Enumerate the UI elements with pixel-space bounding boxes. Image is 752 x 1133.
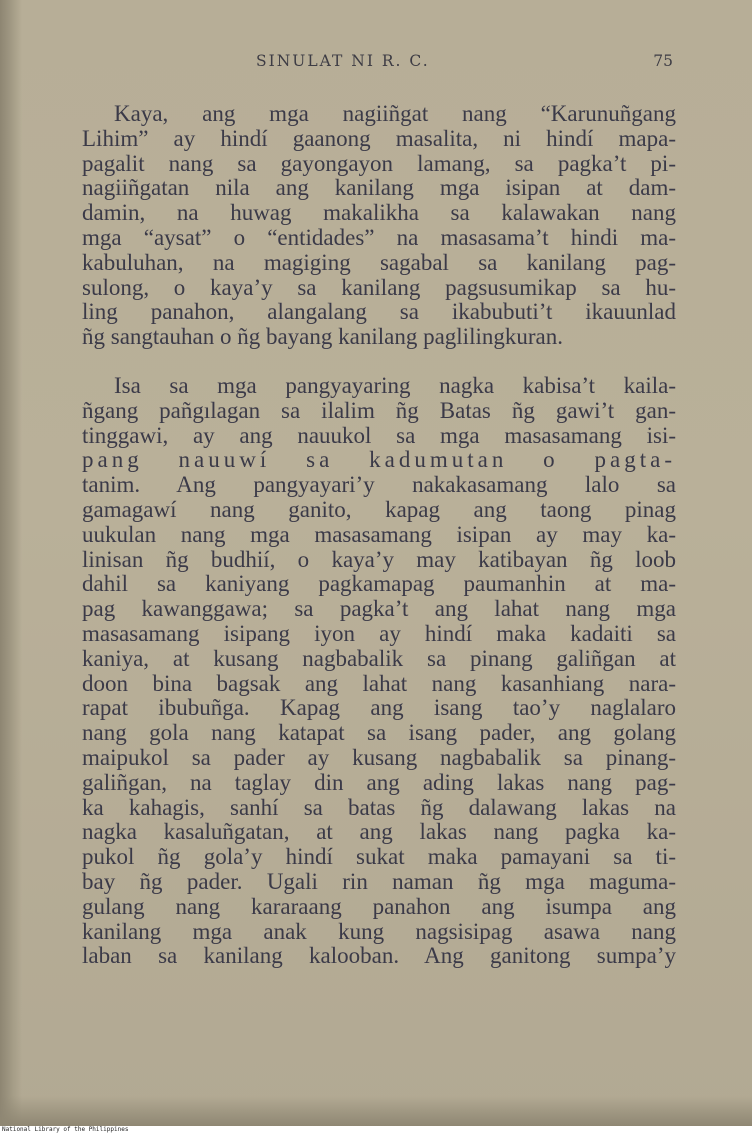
text-line: ñg sangtauhan o ñg bayang kanilang paglilingkuran. [82,324,563,350]
text-line: nang gola nang katapat sa isang pader, ang golang [82,720,676,746]
text-line: dahil sa kaniyang pagkamapag paumanhin at ma- [82,571,676,597]
text-line: ka kahagis, sanhí sa batas ñg dalawang lakas na [82,794,676,820]
text-line: tanim. Ang pangyayari’y nakakasamang lalo sa [82,472,676,498]
paragraph-1 [82,102,676,350]
text-line: linisan ñg budhií, o kaya’y may katibayan ñg loob [82,546,676,572]
text-line: doon bina bagsak ang lahat nang kasanhiang nara- [82,670,676,696]
text-line: uukulan nang mga masasamang isipan ay may ka- [82,521,676,547]
text-line: rapat ibubuñga. Kapag ang isang tao’y naglalaro [82,695,676,721]
text-line: mga “aysat” o “entidades” na masasama’t hindi ma- [82,224,676,250]
page-header [0,52,752,76]
text-line: pukol ñg gola’y hindí sukat maka pamayani sa ti- [82,844,676,870]
text-line: pang nauuwí sa kadumutan o pagta- [82,447,676,473]
text-line: sulong, o kaya’y sa kanilang pagsusumikap sa hu- [82,274,676,300]
text-line: ling panahon, alangalang sa ikabubuti’t ikauunlad [82,299,676,325]
text-line: laban sa kanilang kalooban. Ang ganitong sumpa’y [82,943,676,969]
text-line: tinggawi, ay ang nauukol sa mga masasamang isi- [82,422,676,448]
text-line: masasamang isipang iyon ay hindí maka kadaiti sa [82,620,676,646]
text-line: Kaya, ang mga nagiiñgat nang “Karunuñgang [114,101,676,126]
page-gutter-shadow [0,0,22,1126]
text-line: damin, na huwag makalikha sa kalawakan nang [82,200,676,226]
text-line: nagka kasaluñgatan, at ang lakas nang pagka ka- [82,819,676,845]
text-line: gulang nang kararaang panahon ang isumpa ang [82,893,676,919]
page-number: 75 [653,52,673,70]
text-line: nagiiñgatan nila ang kanilang mga isipan at dam- [82,175,676,201]
page-bottom-shadow [0,1096,752,1126]
text-line: kanilang mga anak kung nagsisipag asawa nang [82,918,676,944]
text-line: kaniya, at kusang nagbabalik sa pinang galiñgan at [82,645,676,671]
text-line: bay ñg pader. Ugali rin naman ñg mga maguma- [82,868,676,894]
text-line: pagalit nang sa gayongayon lamang, sa pagka’t pi- [82,150,676,176]
running-head: SINULAT NI R. C. [256,52,430,70]
text-line: galiñgan, na taglay din ang ading lakas nang pag- [82,769,676,795]
text-line: pag kawanggawa; sa pagka’t ang lahat nang mga [82,596,676,622]
text-line: maipukol sa pader ay kusang nagbabalik sa pinang- [82,744,676,770]
paragraph-2 [82,374,676,969]
text-line: ñgang pañgılagan sa ilalim ñg Batas ñg gawi’t gan- [82,397,676,423]
text-line: Lihim” ay hindí gaanong masalita, ni hindí mapa- [82,125,676,151]
text-line: gamagawí nang ganito, kapag ang taong pinag [82,496,676,522]
library-credit: National Library of the Philippines [2,1126,129,1133]
text-line: Isa sa mga pangyayaring nagka kabisa’t kaila- [114,372,676,398]
body-text [82,102,676,969]
text-line: kabuluhan, na magiging sagabal sa kanilang pag- [82,249,676,275]
